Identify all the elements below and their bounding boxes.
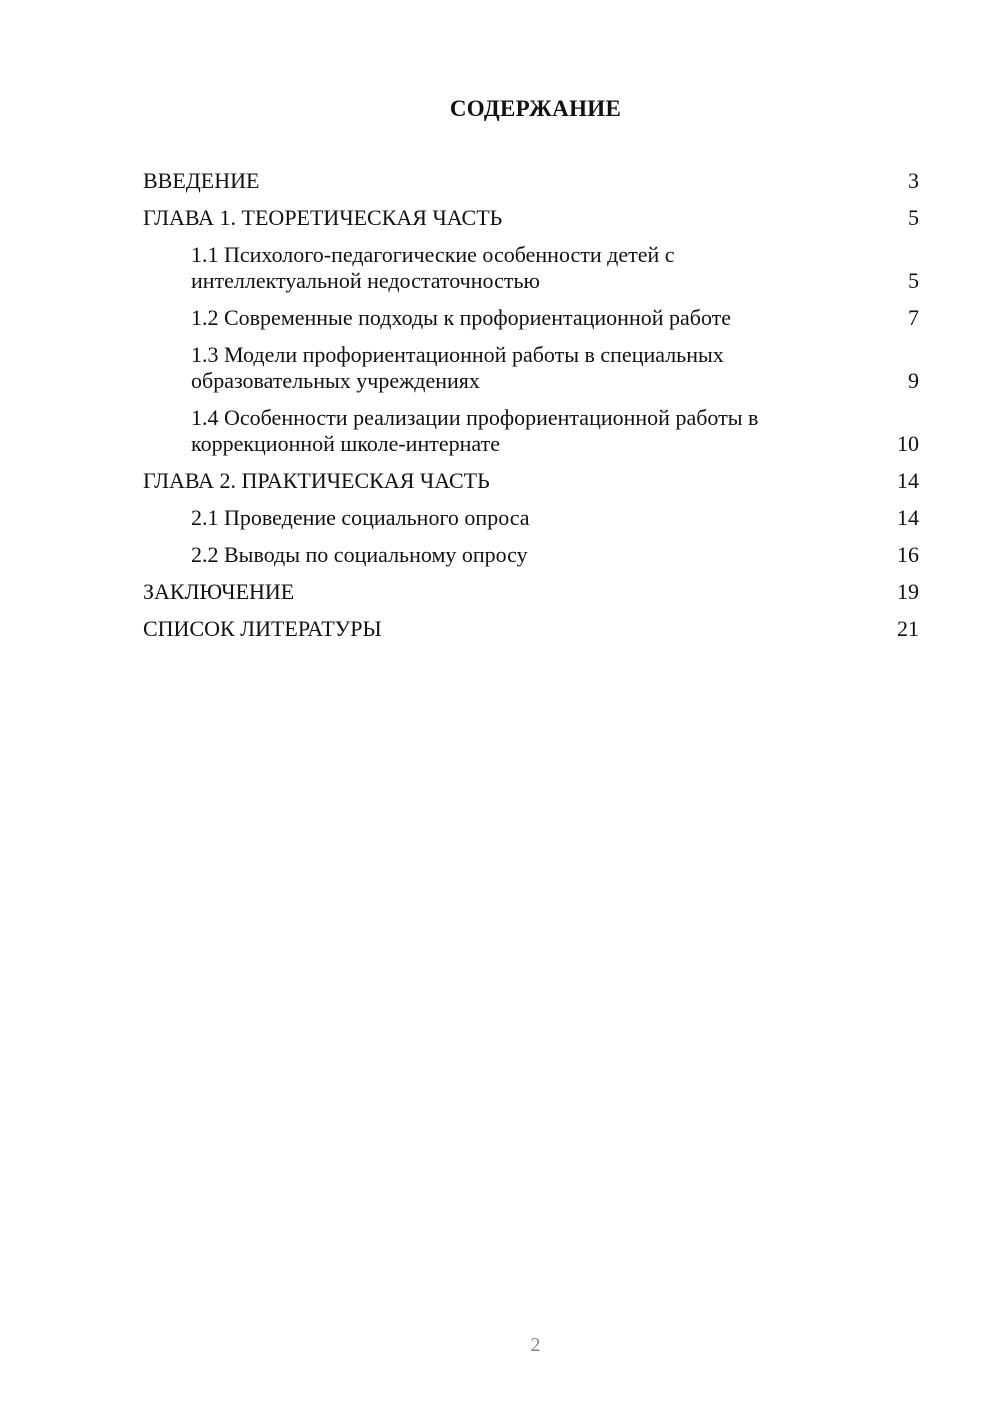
toc-entry-references[interactable] <box>143 616 919 642</box>
toc-entry-page: 14 <box>897 505 919 530</box>
toc-entry-label: 1.3 Модели профориентационной работы в специальных образовательных учреждениях <box>191 342 724 393</box>
toc-entry-introduction[interactable] <box>143 168 919 194</box>
toc-entry-label: 1.1 Психолого-педагогические особенности детей с интеллектуальной недостаточностью <box>191 242 675 293</box>
toc-entry-page: 19 <box>897 579 919 604</box>
toc-entry-label: ЗАКЛЮЧЕНИЕ <box>143 579 295 604</box>
toc-entry-section-1-3[interactable] <box>143 342 919 394</box>
toc-entry-page: 7 <box>908 305 919 330</box>
toc-entry-label: ГЛАВА 2. ПРАКТИЧЕСКАЯ ЧАСТЬ <box>143 468 490 493</box>
toc-entry-label: СПИСОК ЛИТЕРАТУРЫ <box>143 616 382 641</box>
page-number: 2 <box>530 1334 541 1356</box>
toc-entry-section-2-2[interactable] <box>143 542 919 568</box>
toc-entry-label: 1.2 Современные подходы к профориентационной работе <box>191 305 732 330</box>
toc-entry-label: 1.4 Особенности реализации профориентационной работы в коррекционной школе-интернате <box>191 405 759 456</box>
toc-entry-page: 14 <box>897 468 919 493</box>
toc-entry-page: 5 <box>908 205 919 230</box>
toc-entry-label: 2.2 Выводы по социальному опросу <box>191 542 528 567</box>
toc-entry-label: ВВЕДЕНИЕ <box>143 168 260 193</box>
toc-entry-page: 10 <box>897 431 919 456</box>
table-of-contents <box>143 168 919 653</box>
toc-entry-chapter-2[interactable] <box>143 468 919 494</box>
toc-entry-section-2-1[interactable] <box>143 505 919 531</box>
toc-entry-page: 16 <box>897 542 919 567</box>
toc-entry-page: 3 <box>908 168 919 193</box>
toc-entry-section-1-4[interactable] <box>143 405 919 457</box>
toc-entry-section-1-2[interactable] <box>143 305 919 331</box>
toc-entry-chapter-1[interactable] <box>143 205 919 231</box>
toc-entry-conclusion[interactable] <box>143 579 919 605</box>
toc-entry-section-1-1[interactable] <box>143 242 919 294</box>
toc-entry-label: ГЛАВА 1. ТЕОРЕТИЧЕСКАЯ ЧАСТЬ <box>143 205 503 230</box>
toc-entry-page: 9 <box>908 368 919 393</box>
toc-entry-page: 21 <box>897 616 919 641</box>
toc-entry-label: 2.1 Проведение социального опроса <box>191 505 530 530</box>
toc-entry-page: 5 <box>908 268 919 293</box>
page-title: СОДЕРЖАНИЕ <box>449 96 622 121</box>
